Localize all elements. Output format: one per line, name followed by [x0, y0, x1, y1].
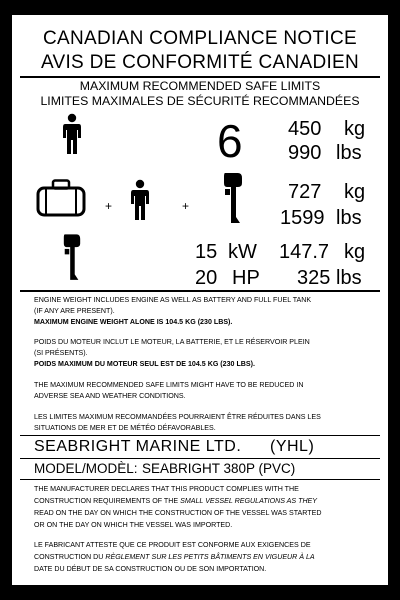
title-en: CANADIAN COMPLIANCE NOTICE — [43, 28, 357, 49]
model-value: SEABRIGHT 380P (PVC) — [142, 461, 296, 476]
declaration-en: READ ON THE DAY ON WHICH THE CONSTRUCTION OF THE VESSEL WAS STARTED — [34, 509, 322, 517]
model-label: MODEL/MODÈL: — [34, 461, 138, 476]
persons-weight-lbs-value: 990 — [288, 142, 322, 164]
divider — [20, 458, 380, 459]
power-kw-unit: kW — [228, 241, 257, 263]
regulation-name: RÈGLEMENT SUR LES PETITS BÂTIMENTS EN VIGUEUR À LA — [105, 553, 315, 561]
divider — [20, 435, 380, 436]
note-adverse-en: THE MAXIMUM RECOMMENDED SAFE LIMITS MIGHT HAVE TO BE REDUCED IN — [34, 381, 304, 389]
note-adverse-en: ADVERSE SEA AND WEATHER CONDITIONS. — [34, 392, 186, 400]
note-engine-en: ENGINE WEIGHT INCLUDES ENGINE AS WELL AS BATTERY AND FULL FUEL TANK — [34, 296, 312, 304]
power-hp-value: 20 — [195, 267, 218, 289]
total-weight-value: 727 — [288, 181, 322, 203]
plus-sign: + — [105, 199, 113, 213]
declaration-fr — [34, 552, 315, 562]
note-engine-en-bold — [34, 317, 232, 327]
note-engine-en: (IF ANY ARE PRESENT). — [34, 307, 115, 315]
persons-weight-lbs-unit: lbs — [336, 142, 362, 164]
note-adverse-fr: SITUATIONS DE MER ET DE MÉTÉO DÉFAVORABLES. — [34, 424, 216, 432]
manufacturer-code: (YHL) — [270, 438, 315, 455]
engine-weight-lbs-value: 325 — [297, 267, 331, 289]
engine-weight-unit: kg — [344, 241, 366, 263]
note-engine-fr-bold — [34, 359, 255, 369]
power-kw-value: 15 — [195, 241, 218, 263]
person-icon — [128, 175, 152, 225]
total-weight-unit: kg — [344, 181, 366, 203]
declaration-fr: DATE DU DÉBUT DE SA CONSTRUCTION OU DE SON IMPORTATION. — [34, 565, 267, 573]
limits-heading-en: MAXIMUM RECOMMENDED SAFE LIMITS — [79, 79, 321, 93]
declaration-en — [34, 496, 317, 506]
total-weight-lbs-value: 1599 — [280, 207, 325, 229]
title-fr: AVIS DE CONFORMITÉ CANADIEN — [40, 52, 360, 73]
limits-heading-fr: LIMITES MAXIMALES DE SÉCURITÉ RECOMMANDÉES — [40, 94, 360, 108]
luggage-icon — [36, 179, 86, 217]
declaration-en: THE MANUFACTURER DECLARES THAT THIS PRODUCT COMPLIES WITH THE — [34, 485, 299, 493]
note-text: MAXIMUM ENGINE WEIGHT ALONE IS 104.5 KG (230 LBS). — [34, 318, 233, 326]
compliance-plate — [12, 15, 388, 585]
note-text: POIDS MAXIMUM DU MOTEUR SEUL EST DE 104.5 KG (230 LBS). — [34, 360, 255, 368]
declaration-text: CONSTRUCTION REQUIREMENTS OF THE — [34, 497, 181, 505]
divider — [20, 479, 380, 480]
note-adverse-fr: LES LIMITES MAXIMUM RECOMMANDÉES POURRAIENT ÊTRE RÉDUITES DANS LES — [34, 413, 321, 421]
divider — [20, 76, 380, 78]
persons-weight-unit: kg — [344, 118, 366, 140]
declaration-text: CONSTRUCTION DU — [34, 553, 106, 561]
outboard-motor-icon — [62, 232, 82, 284]
divider — [20, 290, 380, 292]
note-engine-fr: (SI PRÉSENTS). — [34, 349, 88, 357]
note-engine-fr: POIDS DU MOTEUR INCLUT LE MOTEUR, LA BATTERIE, ET LE RÉSERVOIR PLEIN — [34, 338, 310, 346]
outboard-motor-icon — [222, 171, 244, 227]
declaration-en: OR ON THE DAY ON WHICH THE VESSEL WAS IMPORTED. — [34, 521, 233, 529]
max-persons: 6 — [217, 115, 243, 167]
persons-weight-value: 450 — [288, 118, 322, 140]
manufacturer-name: SEABRIGHT MARINE LTD. — [34, 438, 242, 455]
plus-sign: + — [182, 199, 190, 213]
person-icon — [60, 113, 84, 155]
engine-weight-lbs-unit: lbs — [336, 267, 362, 289]
power-hp-unit: HP — [232, 267, 260, 289]
engine-weight-value: 147.7 — [279, 241, 330, 263]
total-weight-lbs-unit: lbs — [336, 207, 362, 229]
declaration-fr: LE FABRICANT ATTESTE QUE CE PRODUIT EST CONFORME AUX EXIGENCES DE — [34, 541, 311, 549]
regulation-name: SMALL VESSEL REGULATIONS AS THEY — [180, 497, 318, 505]
